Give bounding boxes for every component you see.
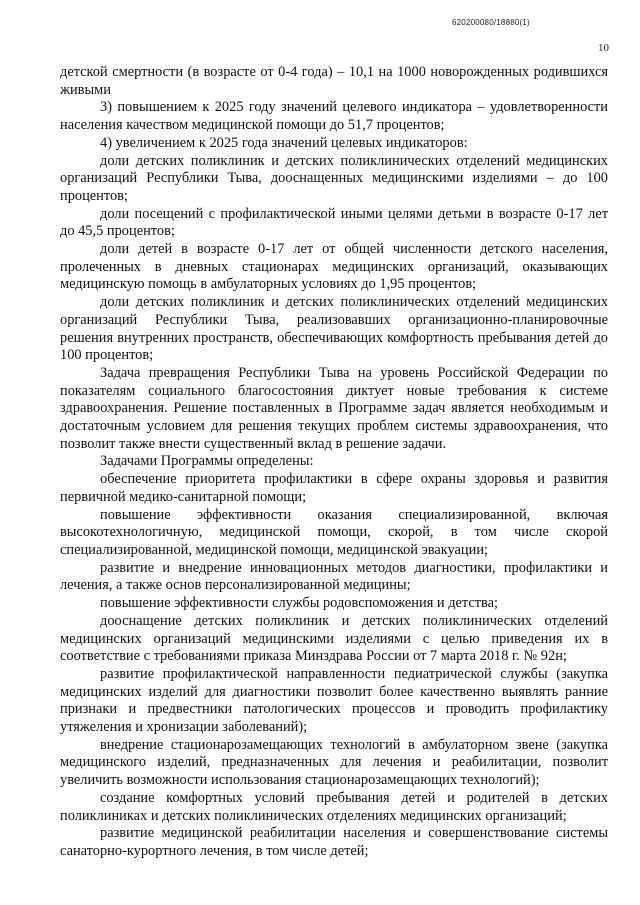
paragraph: детской смертности (в возрасте от 0-4 года) – 10,1 на 1000 новорожденных родившихся живыми (60, 64, 608, 98)
paragraph: обеспечение приоритета профилактики в сфере охраны здоровья и развития первичной медико-санитарной помощи; (60, 471, 608, 505)
paragraph: Задача превращения Республики Тыва на уровень Российской Федерации по показателям социального благосостояния диктует новые требования к системе здравоохранения. Решение поставленных в Программе задач является необходимым и достаточным условием для решения текущих проблем системы здравоохранения, что позволит также внести существенный вклад в решение задачи. (60, 364, 608, 452)
page-number: 10 (598, 42, 609, 54)
paragraph: доли посещений с профилактической иными целями детьми в возрасте 0-17 лет до 45,5 процентов; (60, 205, 608, 240)
paragraph: доли детских поликлиник и детских поликлинических отделений медицинских организаций Республики Тыва, дооснащенных медицинскими изделиями – до 100 процентов; (60, 152, 608, 204)
paragraph: создание комфортных условий пребывания детей и родителей в детских поликлиниках и детских поликлинических отделениях медицинских организаций; (60, 789, 608, 824)
paragraph: доли детей в возрасте 0-17 лет от общей численности детского населения, пролеченных в дневных стационарах медицинских организаций, оказывающих медицинскую помощь в амбулаторных условиях до 1,95 процентов; (60, 241, 608, 293)
paragraph: Задачами Программы определены: (100, 453, 314, 470)
paragraph: 3) повышением к 2025 году значений целевого индикатора – удовлетворенности населения качеством медицинской помощи до 51,7 процентов; (60, 99, 608, 134)
paragraph: повышение эффективности службы родовспоможения и детства; (100, 595, 499, 612)
paragraph: внедрение стационарозамещающих технологий в амбулаторном звене (закупка медицинского изделий, предназначенных для лечения и реабилитации, позволит увеличить возможности использования стационарозамещающих технологий); (60, 736, 608, 789)
document-id: 620200080/18880(1) (452, 18, 530, 27)
paragraph: развитие и внедрение инновационных методов диагностики, профилактики и лечения, а также основ персонализированной медицины; (60, 559, 608, 594)
paragraph: доли детских поликлиник и детских поликлинических отделений медицинских организаций Республики Тыва, реализовавших организационно-планировочные решения внутренних пространств, обеспечивающих комфортность пребывания детей до 100 процентов; (60, 294, 608, 364)
paragraph: повышение эффективности оказания специализированной, включая высокотехнологичную, медицинской помощи, скорой, в том числе скорой специализированной, медицинской помощи, медицинской эвакуации; (60, 506, 608, 558)
paragraph: 4) увеличением к 2025 года значений целевых индикаторов: (100, 134, 468, 151)
paragraph: развитие профилактической направленности педиатрической службы (закупка медицинских изделий для диагностики позволит более качественно выявлять ранние признаки и предвестники патологических процессов и проводить профилактику утяжеления и хронизации заболеваний); (60, 665, 608, 736)
paragraph: дооснащение детских поликлиник и детских поликлинических отделений медицинских организаций медицинскими изделиями с целью приведения их в соответствие с требованиями приказа Минздрава России от 7 марта 2018 г. № 92н; (60, 612, 608, 665)
paragraph: развитие медицинской реабилитации населения и совершенствование системы санаторно-курортного лечения, в том числе детей; (60, 825, 608, 859)
document-body (60, 64, 608, 861)
